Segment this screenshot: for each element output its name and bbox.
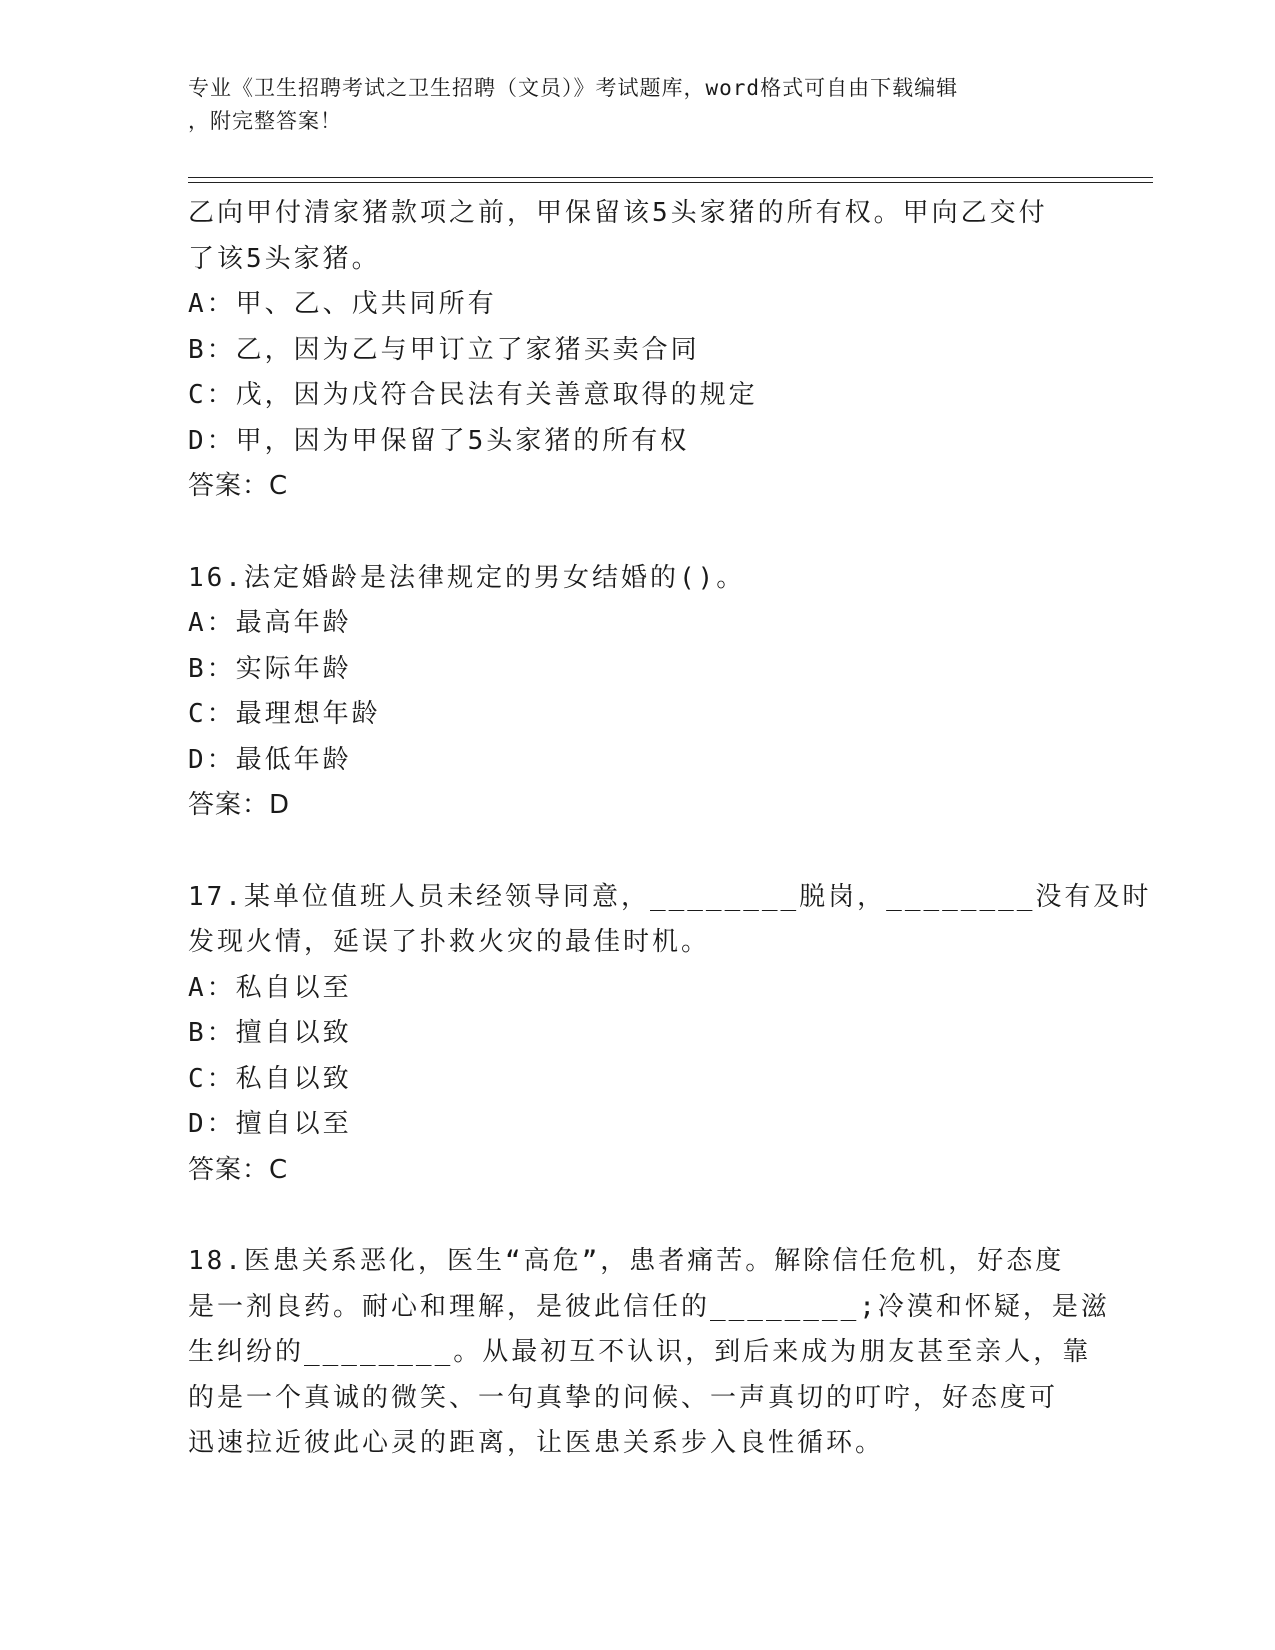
option-b: B：实际年龄 — [188, 653, 352, 684]
spacer — [188, 829, 1088, 875]
spacer — [188, 510, 1088, 556]
question-stem-line: 了该5头家猪。 — [188, 243, 381, 274]
option-b: B：擅自以致 — [188, 1018, 352, 1048]
option-a: A：甲、乙、戊共同所有 — [188, 289, 497, 319]
option-b: B：乙，因为乙与甲订立了家猪买卖合同 — [188, 334, 700, 365]
option-d: D：擅自以至 — [188, 1109, 352, 1139]
option-a: A：最高年龄 — [188, 608, 352, 638]
question-stem-line: 发现火情，延误了扑救火灾的最佳时机。 — [188, 927, 711, 957]
header-divider-top — [188, 177, 1153, 178]
question-stem-line: 的是一个真诚的微笑、一句真挚的问候、一声真切的叮咛，好态度可 — [188, 1382, 1059, 1413]
question-17 — [188, 875, 1152, 1194]
answer-line: 答案：D — [188, 790, 291, 820]
option-a: A：私自以至 — [188, 972, 352, 1003]
option-c: C：最理想年龄 — [188, 699, 381, 729]
answer-line: 答案：C — [188, 471, 289, 501]
question-18 — [188, 1239, 1110, 1467]
question-stem-line: 乙向甲付清家猪款项之前，甲保留该5头家猪的所有权。甲向乙交付 — [188, 198, 1048, 228]
option-c: C：私自以致 — [188, 1063, 352, 1094]
question-16 — [188, 556, 1088, 829]
question-stem-line: 16.法定婚龄是法律规定的男女结婚的()。 — [188, 562, 746, 593]
header-line-2: ，附完整答案！ — [188, 109, 342, 133]
question-list — [188, 191, 1152, 1467]
page-header — [188, 72, 1068, 138]
header-line-1: 专业《卫生招聘考试之卫生招聘（文员）》考试题库，word格式可自由下载编辑 — [188, 76, 959, 100]
option-d: D：最低年龄 — [188, 744, 352, 775]
header-divider-bottom — [188, 182, 1153, 183]
question-stem-line: 是一剂良药。耐心和理解，是彼此信任的________;冷漠和怀疑，是滋 — [188, 1291, 1110, 1322]
question-stem-line: 生纠纷的________。从最初互不认识，到后来成为朋友甚至亲人，靠 — [188, 1337, 1092, 1367]
question-stem-line: 17.某单位值班人员未经领导同意，________脱岗，________没有及时 — [188, 881, 1152, 912]
question-stem-line: 18.医患关系恶化，医生“高危”，患者痛苦。解除信任危机，好态度 — [188, 1246, 1065, 1276]
option-c: C：戊，因为戊符合民法有关善意取得的规定 — [188, 380, 758, 410]
question-15 — [188, 191, 1088, 510]
option-d: D：甲，因为甲保留了5头家猪的所有权 — [188, 425, 690, 456]
spacer — [188, 1193, 1088, 1239]
answer-line: 答案：C — [188, 1154, 289, 1185]
question-stem-line: 迅速拉近彼此心灵的距离，让医患关系步入良性循环。 — [188, 1428, 885, 1458]
